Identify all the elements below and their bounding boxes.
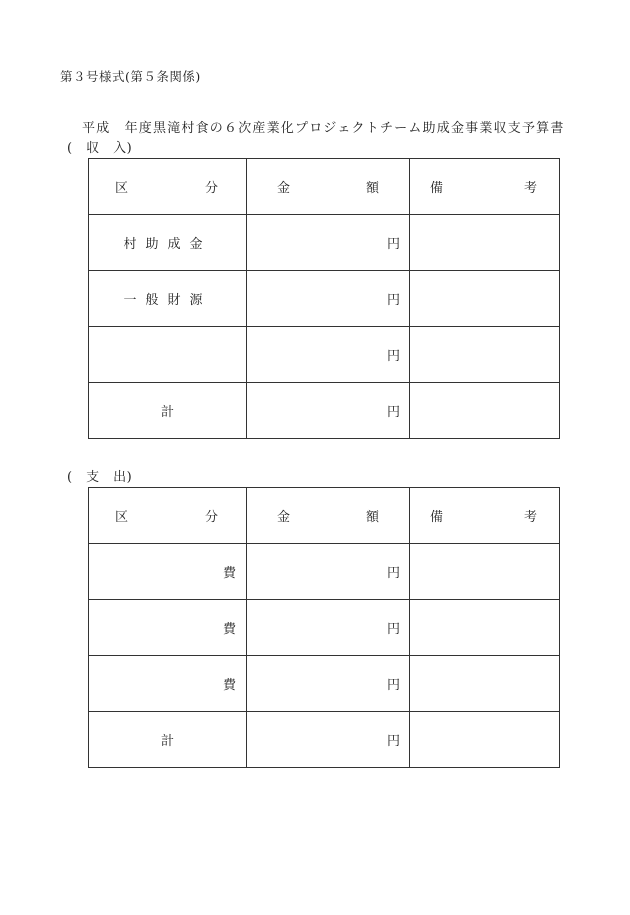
income-row-total: [89, 383, 560, 439]
income-note[interactable]: [410, 327, 560, 383]
income-row-village-subsidy: [89, 215, 560, 271]
income-note[interactable]: [410, 271, 560, 327]
income-amount[interactable]: 円: [247, 271, 410, 327]
income-note[interactable]: [410, 383, 560, 439]
income-amount[interactable]: 円: [247, 327, 410, 383]
header-kingaku-2: 額: [365, 510, 379, 525]
expense-row-total: [89, 712, 560, 768]
header-kubun-1: 区: [115, 181, 129, 196]
expense-row: [89, 600, 560, 656]
expense-category[interactable]: 費: [89, 544, 247, 600]
form-number: 第３号様式(第５条関係): [60, 69, 201, 84]
header-biko-1: 備: [430, 510, 444, 525]
header-kingaku-1: 金: [277, 510, 291, 525]
header-biko-2: 考: [523, 181, 537, 196]
expense-amount[interactable]: 円: [247, 600, 410, 656]
expense-header-row: [89, 488, 560, 544]
expense-note[interactable]: [410, 656, 560, 712]
header-amount-cell: [247, 488, 410, 544]
expense-row: [89, 656, 560, 712]
expense-note[interactable]: [410, 544, 560, 600]
header-kingaku-1: 金: [277, 181, 291, 196]
header-kubun-2: 分: [204, 181, 218, 196]
header-note-cell: [410, 488, 560, 544]
income-header-row: [89, 159, 560, 215]
income-row-general-funds: [89, 271, 560, 327]
income-row-blank: [89, 327, 560, 383]
header-biko-1: 備: [430, 181, 444, 196]
expense-section-label: ( 支 出): [67, 470, 133, 485]
header-category-cell: [89, 159, 247, 215]
income-total-label: 計: [89, 383, 247, 439]
header-amount-cell: [247, 159, 410, 215]
header-kingaku-2: 額: [365, 181, 379, 196]
expense-total-label: 計: [89, 712, 247, 768]
expense-category[interactable]: 費: [89, 656, 247, 712]
header-category-cell: [89, 488, 247, 544]
header-note-cell: [410, 159, 560, 215]
header-kubun-1: 区: [115, 510, 129, 525]
income-amount[interactable]: 円: [247, 215, 410, 271]
expense-table: [88, 487, 560, 768]
expense-amount[interactable]: 円: [247, 544, 410, 600]
header-biko-2: 考: [523, 510, 537, 525]
income-total-amount[interactable]: 円: [247, 383, 410, 439]
document-title: 平成 年度黒滝村食の６次産業化プロジェクトチーム助成金事業収支予算書: [82, 121, 565, 136]
expense-category[interactable]: 費: [89, 600, 247, 656]
income-category: 村助成金: [89, 215, 247, 271]
expense-note[interactable]: [410, 600, 560, 656]
income-category: 一般財源: [89, 271, 247, 327]
income-note[interactable]: [410, 215, 560, 271]
income-table: [88, 158, 560, 439]
expense-row: [89, 544, 560, 600]
expense-note[interactable]: [410, 712, 560, 768]
expense-total-amount[interactable]: 円: [247, 712, 410, 768]
income-category[interactable]: [89, 327, 247, 383]
income-section-label: ( 収 入): [67, 141, 133, 156]
expense-amount[interactable]: 円: [247, 656, 410, 712]
header-kubun-2: 分: [204, 510, 218, 525]
